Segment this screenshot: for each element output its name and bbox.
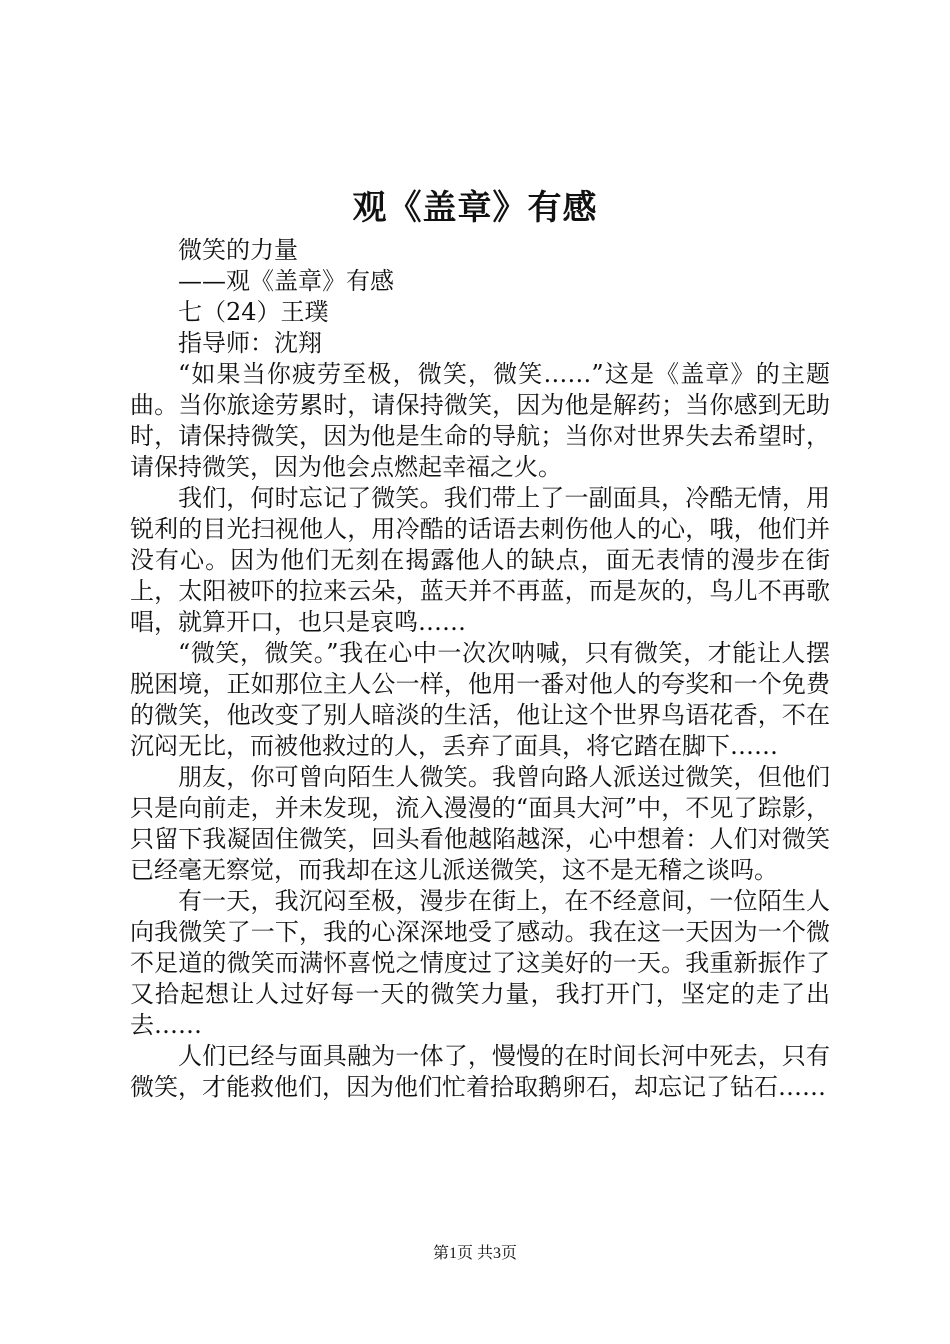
page-footer: 第1页 共3页 — [432, 1245, 517, 1262]
paragraph: 有一天，我沉闷至极，漫步在街上，在不经意间，一位陌生人向我微笑了一下，我的心深深地受了感动。我在这一天因为一个微不足道的微笑而满怀喜悦之情度过了这美好的一天。我重新振作了又拾起想让人过好每一天的微笑力量，我打开门，坚定的走了出去…… — [130, 887, 830, 1039]
author-line: 七（24）王璞 — [178, 298, 329, 326]
paragraph: “微笑，微笑。”我在心中一次次呐喊，只有微笑，才能让人摆脱困境，正如那位主人公一样，他用一番对他人的夸奖和一个免费的微笑，他改变了别人暗淡的生活，他让这个世界鸟语花香，不在沉闷无比，而被他救过的人，丢弃了面具，将它踏在脚下…… — [130, 639, 830, 760]
essay-subtitle-line: ——观《盖章》有感 — [178, 267, 394, 295]
paragraph: 我们，何时忘记了微笑。我们带上了一副面具，冷酷无情，用锐利的目光扫视他人，用冷酷的话语去刺伤他人的心，哦，他们并没有心。因为他们无刻在揭露他人的缺点，面无表情的漫步在街上，太阳被吓的拉来云朵，蓝天并不再蓝，而是灰的，鸟儿不再歌唱，就算开口，也只是哀鸣…… — [130, 484, 830, 636]
paragraph: 人们已经与面具融为一体了，慢慢的在时间长河中死去，只有微笑，才能救他们，因为他们忙着拾取鹅卵石，却忘记了钻石…… — [130, 1042, 830, 1101]
document-body — [130, 235, 830, 1103]
essay-title-line: 微笑的力量 — [178, 236, 298, 264]
document-title: 观《盖章》有感 — [352, 188, 598, 228]
paragraph: “如果当你疲劳至极，微笑，微笑……”这是《盖章》的主题曲。当你旅途劳累时，请保持微笑，因为他是解药；当你感到无助时，请保持微笑，因为他是生命的导航；当你对世界失去希望时，请保持微笑，因为他会点燃起幸福之火。 — [130, 360, 830, 481]
instructor-line: 指导师：沈翔 — [178, 329, 322, 357]
paragraph: 朋友，你可曾向陌生人微笑。我曾向路人派送过微笑，但他们只是向前走，并未发现，流入漫漫的“面具大河”中，不见了踪影，只留下我凝固住微笑，回头看他越陷越深，心中想着：人们对微笑已经毫无察觉，而我却在这儿派送微笑，这不是无稽之谈吗。 — [130, 763, 830, 884]
